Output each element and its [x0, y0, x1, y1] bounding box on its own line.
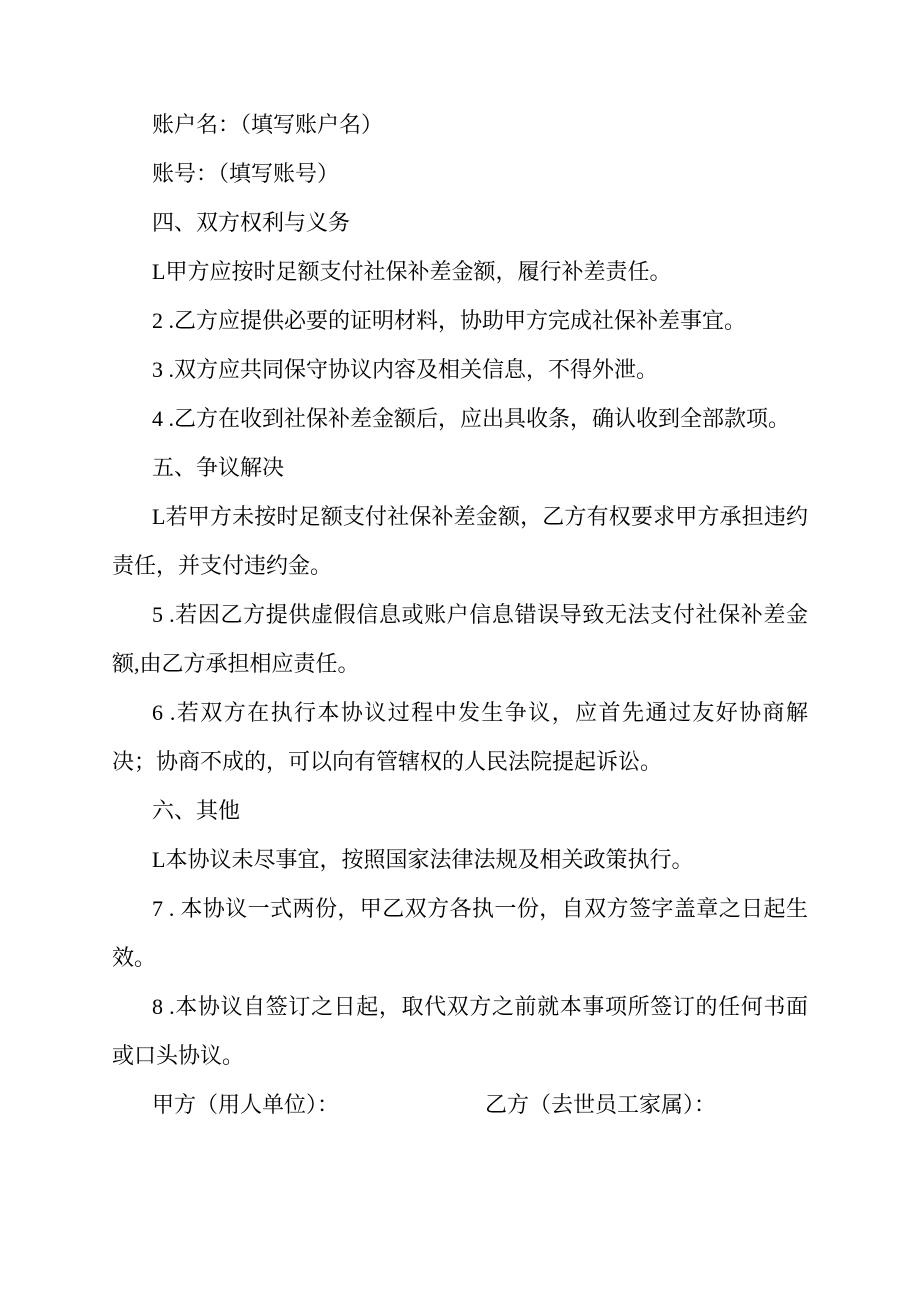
document-body — [112, 100, 808, 1129]
party-b-signature-label: 乙方（去世员工家属）： — [485, 1092, 717, 1117]
clause-confidentiality: 3 .双方应共同保守协议内容及相关信息，不得外泄。 — [152, 357, 659, 382]
clause-provide-materials: 2 .乙方应提供必要的证明材料，协助甲方完成社保补差事宜。 — [152, 308, 747, 333]
fill-in-line-account-name: 账户名：（填写账户名） — [152, 112, 384, 137]
clause-supersedes-prior: 8 .本协议自签订之日起，取代双方之前就本事项所签订的任何书面或口头协议。 — [112, 994, 808, 1068]
signature-row — [112, 1080, 808, 1129]
party-a-signature-label: 甲方（用人单位）： — [152, 1092, 340, 1117]
section-heading-dispute-resolution: 五、争议解决 — [152, 455, 285, 480]
section-heading-rights-obligations: 四、双方权利与义务 — [152, 210, 351, 235]
clause-breach-liability: L若甲方未按时足额支付社保补差金额，乙方有权要求甲方承担违约责任，并支付违约金。 — [112, 504, 808, 578]
clause-counterparts-effective: 7 . 本协议一式两份，甲乙双方各执一份，自双方签字盖章之日起生效。 — [112, 896, 808, 970]
clause-pay-on-time: L甲方应按时足额支付社保补差金额，履行补差责任。 — [152, 259, 672, 284]
clause-issue-receipt: 4 .乙方在收到社保补差金额后，应出具收条，确认收到全部款项。 — [152, 406, 791, 431]
clause-dispute-process: 6 .若双方在执行本协议过程中发生争议，应首先通过友好协商解决；协商不成的，可以向有管辖权的人民法院提起诉讼。 — [112, 700, 808, 774]
clause-unaddressed-matters: L本协议未尽事宜，按照国家法律法规及相关政策执行。 — [152, 847, 694, 872]
section-heading-miscellaneous: 六、其他 — [152, 798, 241, 823]
clause-false-information: 5 .若因乙方提供虚假信息或账户信息错误导致无法支付社保补差金额,由乙方承担相应责任。 — [112, 602, 808, 676]
fill-in-line-account-number: 账号：（填写账号） — [152, 161, 340, 186]
